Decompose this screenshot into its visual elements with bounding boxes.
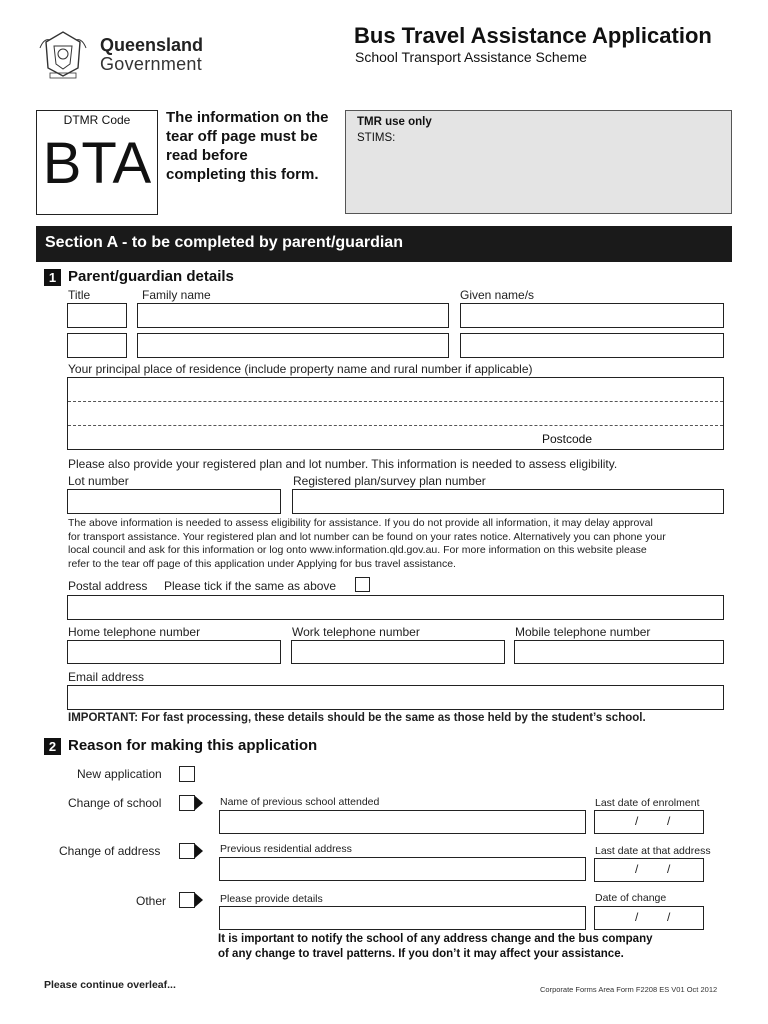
date-separator: / <box>635 862 639 876</box>
given-names-field-2[interactable] <box>460 333 724 358</box>
title-field-2[interactable] <box>67 333 127 358</box>
family-name-field-2[interactable] <box>137 333 449 358</box>
notify-warning <box>218 932 653 961</box>
provide-details-label: Please provide details <box>220 893 323 905</box>
brand-line-2: Government <box>100 54 203 74</box>
section-a-title: Section A - to be completed by parent/guardian <box>45 234 403 251</box>
change-address-label: Change of address <box>59 844 161 858</box>
residence-address-field[interactable] <box>67 377 724 450</box>
postal-same-checkbox[interactable] <box>355 577 370 592</box>
lot-number-field[interactable] <box>67 489 281 514</box>
arrow-right-icon <box>195 844 203 858</box>
postal-address-label: Postal address <box>68 579 148 593</box>
brand-name <box>100 36 203 74</box>
dotted-line <box>68 425 723 426</box>
dtmr-code-label: DTMR Code <box>63 113 131 127</box>
given-names-label: Given name/s <box>460 288 535 302</box>
last-enrolment-label: Last date of enrolment <box>595 797 700 809</box>
info-line: local council and ask for this information or log onto www.information.qld.gov.au. For more information on this website please <box>68 544 647 556</box>
date-of-change-label: Date of change <box>595 892 667 904</box>
section-a-banner <box>36 226 732 262</box>
dtmr-code-value: BTA <box>42 131 152 196</box>
notice-line: tear off page must be <box>166 128 318 145</box>
important-note: IMPORTANT: For fast processing, these details should be the same as those held by the student’s school. <box>68 712 646 724</box>
lot-number-label: Lot number <box>68 474 129 488</box>
registered-plan-label: Registered plan/survey plan number <box>293 474 486 488</box>
new-application-label: New application <box>77 767 162 781</box>
title-field-1[interactable] <box>67 303 127 328</box>
question-2-number: 2 <box>44 738 61 755</box>
other-details-field[interactable] <box>219 906 586 930</box>
change-school-checkbox[interactable] <box>179 795 195 811</box>
form-subtitle: School Transport Assistance Scheme <box>355 49 587 65</box>
postcode-label: Postcode <box>542 432 593 446</box>
date-separator: / <box>635 814 639 828</box>
date-separator: / <box>667 814 671 828</box>
dtmr-code-box <box>36 110 158 215</box>
info-line: refer to the tear off page of this application under Applying for bus travel assistance. <box>68 557 456 570</box>
dotted-line <box>68 401 723 402</box>
eligibility-info-text <box>68 517 666 571</box>
form-reference: Corporate Forms Area Form F2208 ES V01 Oct 2012 <box>540 985 718 994</box>
question-1-number: 1 <box>44 269 61 286</box>
family-name-field-1[interactable] <box>137 303 449 328</box>
residence-label: Your principal place of residence (include property name and rural number if applicable) <box>68 362 533 376</box>
change-school-label: Change of school <box>68 796 162 810</box>
given-names-field-1[interactable] <box>460 303 724 328</box>
date-of-change-field[interactable] <box>594 906 704 930</box>
form-title: Bus Travel Assistance Application <box>354 23 712 48</box>
arrow-right-icon <box>195 796 203 810</box>
info-line: for transport assistance. Your registered plan and lot number can be found on your rates notice. Alternatively you can phone your <box>68 530 666 543</box>
last-address-date-label: Last date at that address <box>595 845 711 857</box>
tmr-use-only-title: TMR use only <box>357 116 432 128</box>
tear-off-notice <box>166 108 329 184</box>
work-phone-label: Work telephone number <box>292 625 420 639</box>
notice-line: read before <box>166 147 248 164</box>
notice-line: The information on the <box>166 109 329 126</box>
change-address-checkbox[interactable] <box>179 843 195 859</box>
previous-school-field[interactable] <box>219 810 586 834</box>
previous-address-label: Previous residential address <box>220 843 352 855</box>
previous-address-field[interactable] <box>219 857 586 881</box>
stims-label: STIMS: <box>357 132 396 144</box>
home-phone-field[interactable] <box>67 640 281 664</box>
postal-address-field[interactable] <box>67 595 724 620</box>
continue-overleaf: Please continue overleaf... <box>44 979 176 991</box>
email-field[interactable] <box>67 685 724 710</box>
work-phone-field[interactable] <box>291 640 505 664</box>
home-phone-label: Home telephone number <box>68 625 201 639</box>
mobile-phone-label: Mobile telephone number <box>515 625 651 639</box>
postal-same-label: Please tick if the same as above <box>164 579 337 593</box>
other-label: Other <box>136 894 167 908</box>
registered-plan-field[interactable] <box>292 489 724 514</box>
date-separator: / <box>667 910 671 924</box>
notify-line: It is important to notify the school of any address change and the bus company <box>218 933 653 945</box>
previous-school-label: Name of previous school attended <box>220 796 380 808</box>
mobile-phone-field[interactable] <box>514 640 724 664</box>
qld-crest-logo <box>36 28 90 80</box>
brand-line-1: Queensland <box>100 35 204 55</box>
arrow-right-icon <box>195 893 203 907</box>
email-label: Email address <box>68 670 145 684</box>
tmr-use-only-box <box>345 110 732 214</box>
new-application-checkbox[interactable] <box>179 766 195 782</box>
last-address-date-field[interactable] <box>594 858 704 882</box>
notice-line: completing this form. <box>166 166 319 183</box>
family-name-label: Family name <box>142 288 211 302</box>
question-1-title: Parent/guardian details <box>68 268 234 285</box>
notify-line: of any change to travel patterns. If you don’t it may affect your assistance. <box>218 947 624 960</box>
last-enrolment-date-field[interactable] <box>594 810 704 834</box>
other-checkbox[interactable] <box>179 892 195 908</box>
title-label: Title <box>68 288 91 302</box>
plan-lot-note: Please also provide your registered plan and lot number. This information is needed to assess eligibility. <box>68 457 618 471</box>
date-separator: / <box>635 910 639 924</box>
info-line: The above information is needed to assess eligibility for assistance. If you do not provide all information, it may delay approval <box>68 517 653 529</box>
question-2-title: Reason for making this application <box>68 737 318 754</box>
date-separator: / <box>667 862 671 876</box>
